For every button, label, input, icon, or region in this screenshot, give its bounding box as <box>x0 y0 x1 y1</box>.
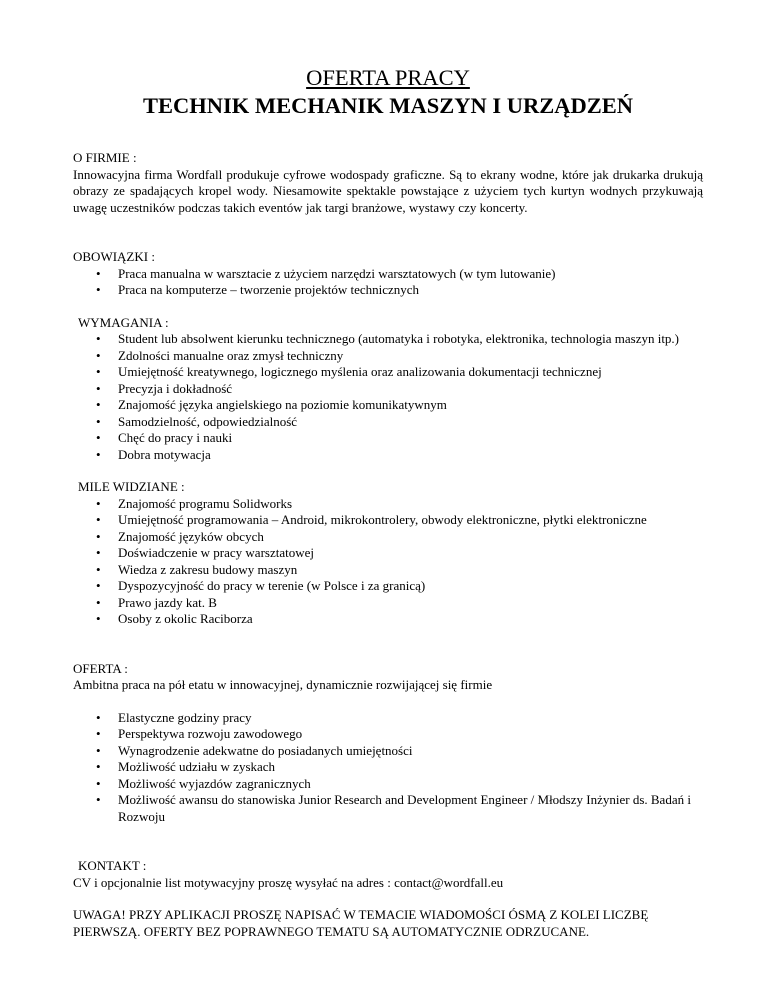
list-item: • Praca manualna w warsztacie z użyciem narzędzi warsztatowych (w tym lutowanie) <box>73 266 703 283</box>
duties-heading: OBOWIĄZKI : <box>73 249 155 264</box>
duties-list <box>73 266 703 299</box>
contact-section <box>73 858 703 891</box>
list-item: • Praca na komputerze – tworzenie projektów technicznych <box>73 282 703 299</box>
job-offer-document <box>73 64 703 940</box>
offer-section <box>73 661 703 826</box>
contact-heading: KONTAKT : <box>78 858 147 873</box>
list-item: • Możliwość udziału w zyskach <box>73 759 703 776</box>
list-item: • Umiejętność kreatywnego, logicznego myślenia oraz analizowania dokumentacji technicznej <box>73 364 703 381</box>
nice-to-have-list <box>73 496 703 628</box>
list-item: • Osoby z okolic Raciborza <box>73 611 703 628</box>
list-item: • Student lub absolwent kierunku technicznego (automatyka i robotyka, elektronika, technologia maszyn itp.) <box>73 331 703 348</box>
list-item: • Znajomość języków obcych <box>73 529 703 546</box>
list-item: • Elastyczne godziny pracy <box>73 710 703 727</box>
list-item: • Doświadczenie w pracy warsztatowej <box>73 545 703 562</box>
requirements-heading: WYMAGANIA : <box>78 314 169 330</box>
requirements-list <box>73 331 703 463</box>
company-heading: O FIRMIE : <box>73 150 137 165</box>
nice-to-have-heading: MILE WIDZIANE : <box>78 479 185 494</box>
offer-intro: Ambitna praca na pół etatu w innowacyjnej, dynamicznie rozwijającej się firmie <box>73 677 493 692</box>
list-item: • Znajomość języka angielskiego na poziomie komunikatywnym <box>73 397 703 414</box>
list-item: • Możliwość wyjazdów zagranicznych <box>73 776 703 793</box>
notice-section <box>73 907 703 940</box>
list-item: • Możliwość awansu do stanowiska Junior Research and Development Engineer / Młodszy Inżynier ds. Badań i Rozwoju <box>73 792 703 825</box>
list-item: • Umiejętność programowania – Android, mikrokontrolery, obwody elektroniczne, płytki elektroniczne <box>73 512 703 529</box>
job-position-title: TECHNIK MECHANIK MASZYN I URZĄDZEŃ <box>142 93 634 118</box>
offer-list <box>73 710 703 826</box>
company-description: Innowacyjna firma Wordfall produkuje cyfrowe wodospady graficzne. Są to ekrany wodne, które jak drukarka drukują obrazy ze spadających kropel wody. Niesamowite spektakle powstające z użyciem tych kurtyn wodnych przykuwają uwagę uczestników podczas takich eventów jak targi branżowe, wystawy czy koncerty. <box>73 166 703 215</box>
list-item: • Precyzja i dokładność <box>73 381 703 398</box>
list-item: • Prawo jazdy kat. B <box>73 595 703 612</box>
nice-to-have-section <box>73 479 703 628</box>
list-item: • Wiedza z zakresu budowy maszyn <box>73 562 703 579</box>
list-item: • Wynagrodzenie adekwatne do posiadanych umiejętności <box>73 743 703 760</box>
document-title: OFERTA PRACY <box>306 65 470 90</box>
list-item: • Chęć do pracy i nauki <box>73 430 703 447</box>
notice-text: UWAGA! PRZY APLIKACJI PROSZĘ NAPISAĆ W TEMACIE WIADOMOŚCI ÓSMĄ Z KOLEI LICZBĘ PIERWSZĄ. OFERTY BEZ POPRAWNEGO TEMATU SĄ AUTOMATYCZNIE ODRZUCANE. <box>73 907 649 939</box>
list-item: • Zdolności manualne oraz zmysł techniczny <box>73 348 703 365</box>
list-item: • Dyspozycyjność do pracy w terenie (w Polsce i za granicą) <box>73 578 703 595</box>
list-item: • Samodzielność, odpowiedzialność <box>73 414 703 431</box>
list-item: • Dobra motywacja <box>73 447 703 464</box>
duties-section <box>73 249 703 299</box>
offer-heading: OFERTA : <box>73 660 128 676</box>
company-section <box>73 150 703 216</box>
contact-text: CV i opcjonalnie list motywacyjny proszę wysyłać na adres : contact@wordfall.eu <box>73 874 504 890</box>
requirements-section <box>73 315 703 464</box>
list-item: • Znajomość programu Solidworks <box>73 496 703 513</box>
list-item: • Perspektywa rozwoju zawodowego <box>73 726 703 743</box>
